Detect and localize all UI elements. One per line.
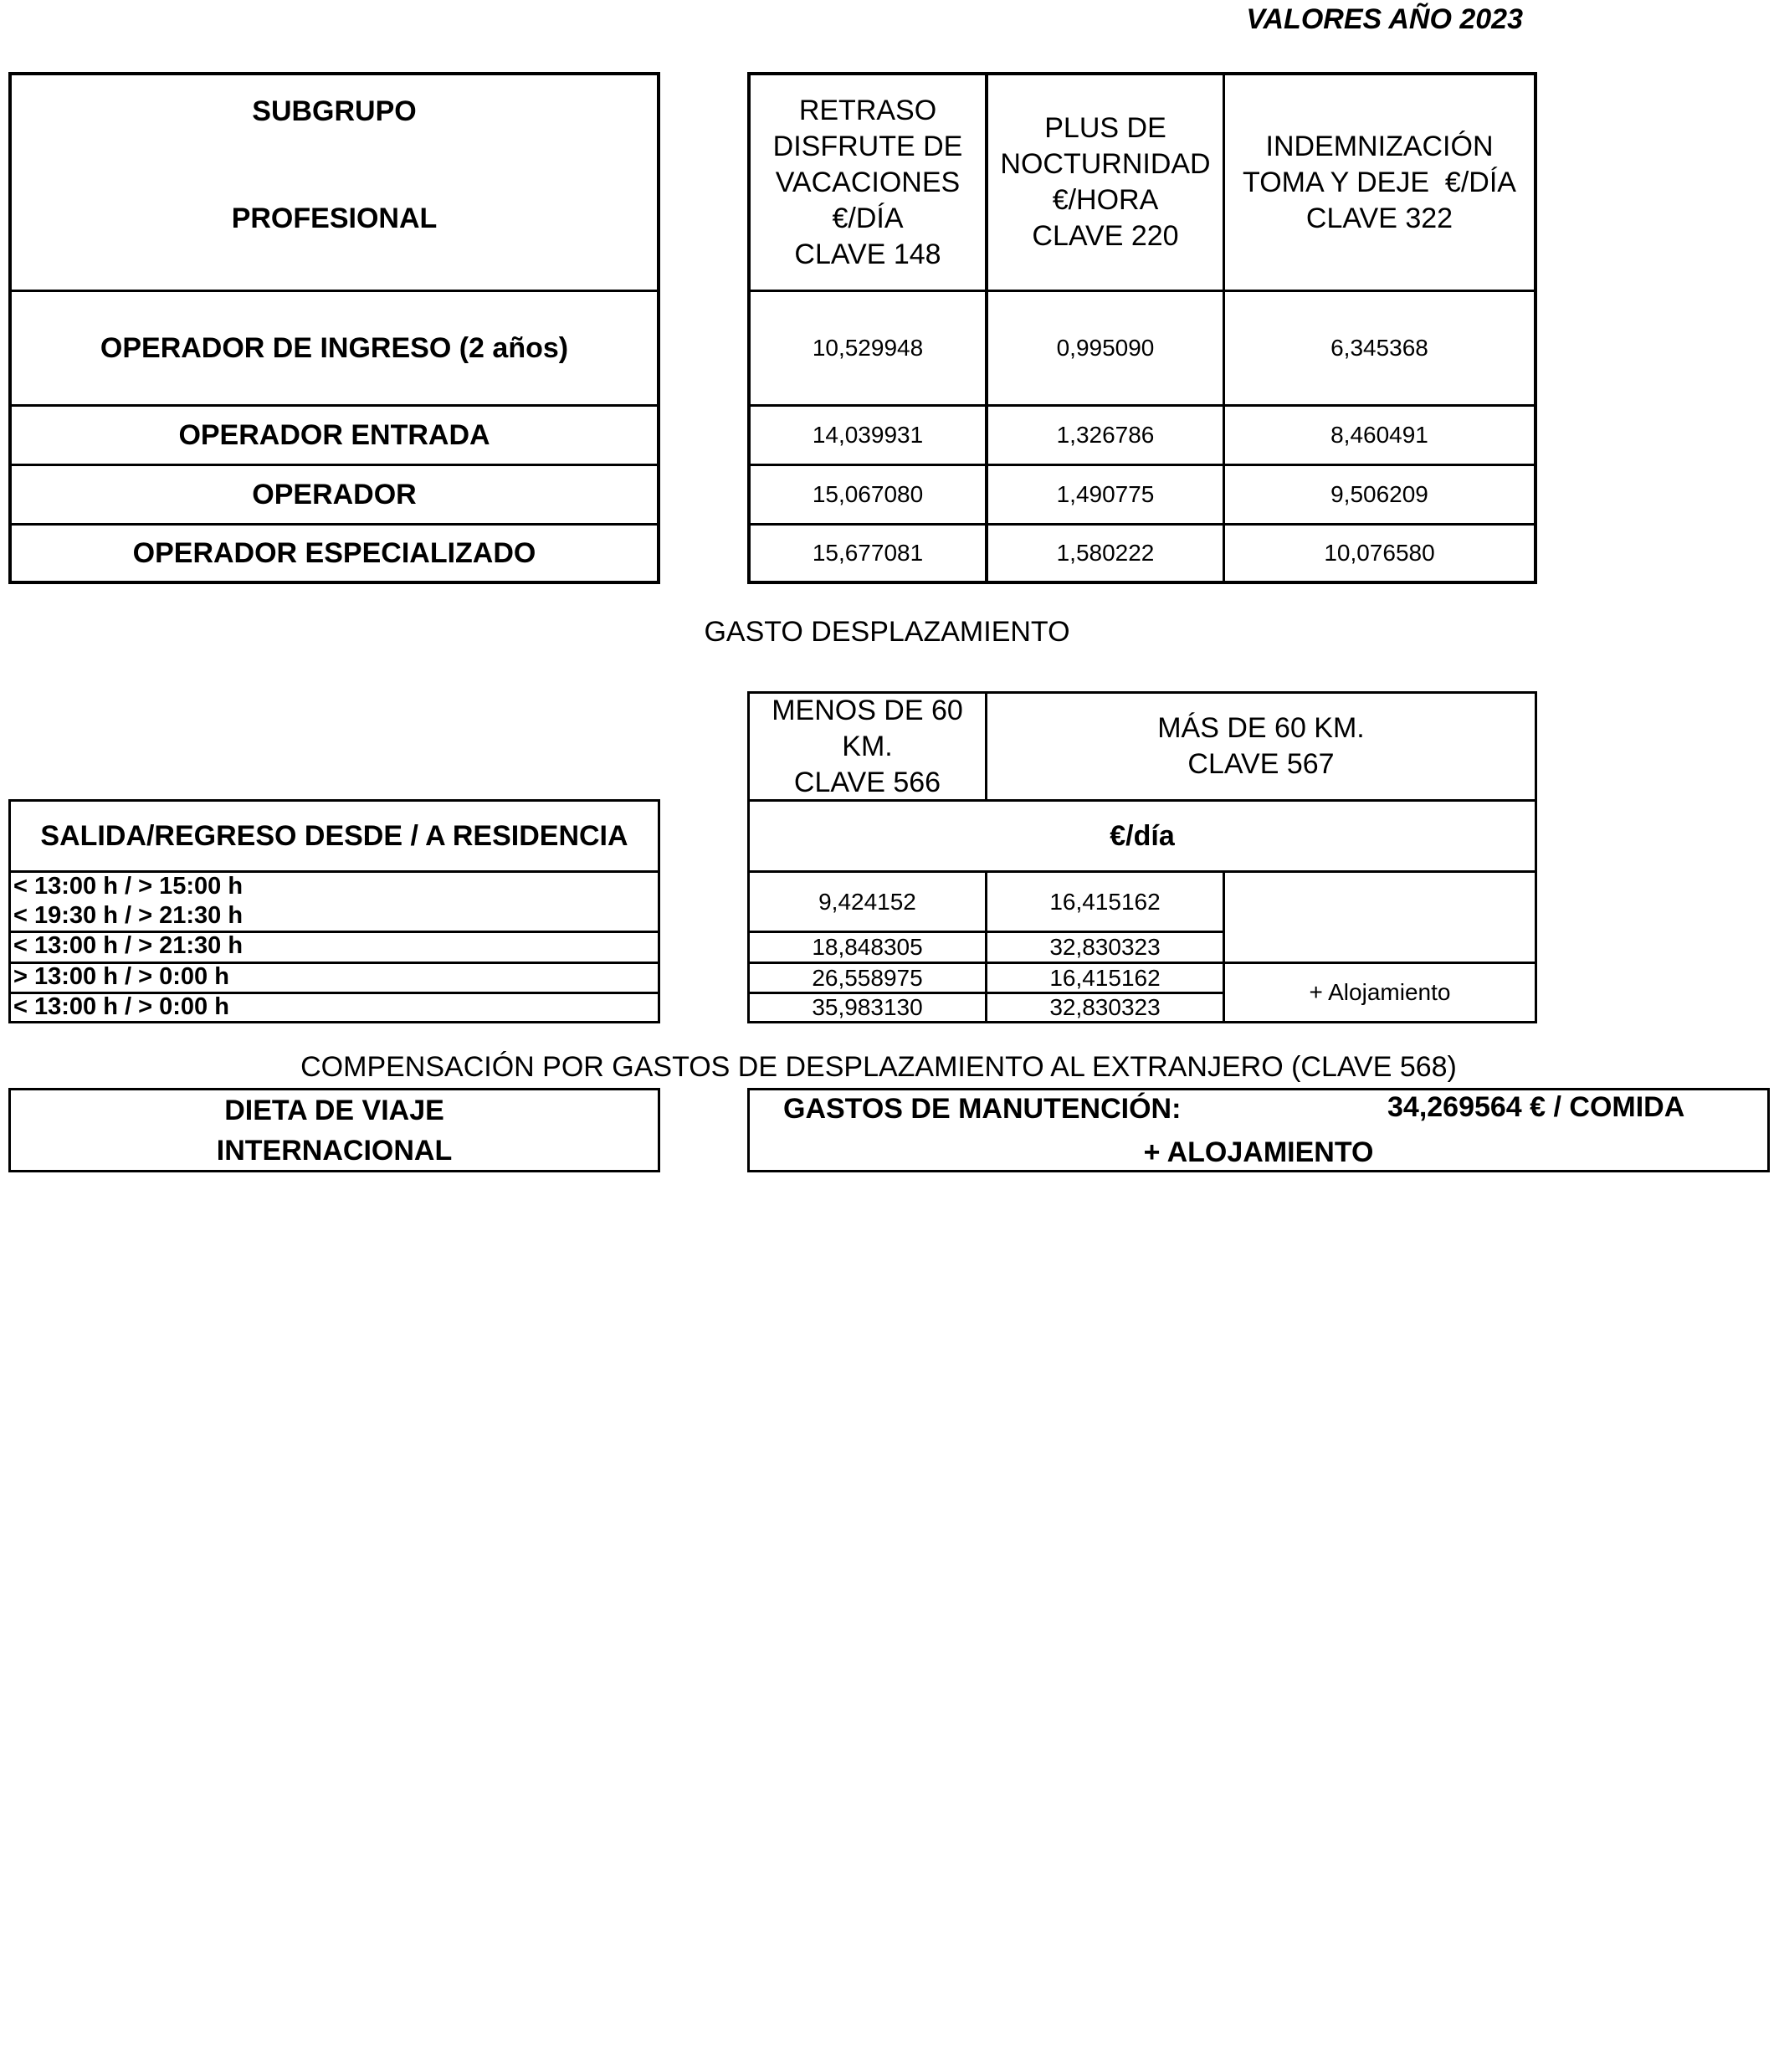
alojamiento-extranjero: + ALOJAMIENTO xyxy=(1143,1136,1374,1168)
value-r1-c2: 0,995090 xyxy=(1056,335,1155,361)
value-r1-c3: 6,345368 xyxy=(1330,335,1428,361)
value-r3-c3: 9,506209 xyxy=(1330,481,1428,507)
unit-label: €/día xyxy=(1110,819,1175,852)
subgroup-header-line-2: PROFESIONAL xyxy=(231,202,438,234)
section-title-gasto-desplazamiento: GASTO DESPLAZAMIENTO xyxy=(704,616,1070,648)
residencia-header: SALIDA/REGRESO DESDE / A RESIDENCIA xyxy=(40,819,628,852)
alojamiento-note: + Alojamiento xyxy=(1309,979,1451,1005)
value-r2-c1: 14,039931 xyxy=(812,422,924,448)
time-range-1b: < 19:30 h / > 21:30 h xyxy=(13,902,244,929)
value-r3-c2: 1,490775 xyxy=(1056,481,1155,507)
value-r4-c2: 1,580222 xyxy=(1056,540,1155,566)
value-r4-c3: 10,076580 xyxy=(1324,540,1435,566)
time-range-3: > 13:00 h / > 0:00 h xyxy=(13,963,229,990)
desp-r1-c1: 9,424152 xyxy=(818,888,916,915)
desp-r4-c2: 32,830323 xyxy=(1049,994,1161,1020)
row-label-operador-entrada: OPERADOR ENTRADA xyxy=(178,418,490,451)
value-r2-c2: 1,326786 xyxy=(1056,422,1155,448)
desp-r2-c2: 32,830323 xyxy=(1049,934,1161,960)
desp-r4-c1: 35,983130 xyxy=(812,994,923,1020)
column-header-menos-60: MENOS DE 60 KM. CLAVE 566 xyxy=(772,694,963,798)
column-header-retraso: RETRASO DISFRUTE DE VACACIONES €/DÍA CLAVE 148 xyxy=(772,94,963,270)
value-r4-c1: 15,677081 xyxy=(812,540,924,566)
value-r1-c1: 10,529948 xyxy=(812,335,924,361)
value-r3-c1: 15,067080 xyxy=(812,481,924,507)
row-label-operador: OPERADOR xyxy=(252,478,417,510)
time-range-2: < 13:00 h / > 21:30 h xyxy=(13,932,244,959)
desp-r3-c2: 16,415162 xyxy=(1049,964,1161,991)
dieta-label: DIETA DE VIAJE INTERNACIONAL xyxy=(216,1094,453,1167)
column-header-nocturnidad: PLUS DE NOCTURNIDAD €/HORA CLAVE 220 xyxy=(1000,112,1211,252)
time-range-4: < 13:00 h / > 0:00 h xyxy=(13,993,229,1020)
subgroup-header-line-1: SUBGRUPO xyxy=(252,95,417,127)
time-range-1a: < 13:00 h / > 15:00 h xyxy=(13,873,244,900)
column-header-indemnizacion: INDEMNIZACIÓN TOMA Y DEJE €/DÍA CLAVE 322 xyxy=(1243,130,1516,234)
section-title-extranjero: COMPENSACIÓN POR GASTOS DE DESPLAZAMIENTO AL EXTRANJERO (CLAVE 568) xyxy=(300,1051,1457,1083)
manutencion-value: 34,269564 € / COMIDA xyxy=(1387,1091,1685,1123)
column-header-mas-60: MÁS DE 60 KM. CLAVE 567 xyxy=(1157,712,1365,780)
desp-r3-c1: 26,558975 xyxy=(812,964,923,991)
desp-r1-c2: 16,415162 xyxy=(1049,888,1161,915)
page-title: VALORES AÑO 2023 xyxy=(1246,3,1523,35)
row-label-operador-ingreso: OPERADOR DE INGRESO (2 años) xyxy=(100,331,569,364)
manutencion-label: GASTOS DE MANUTENCIÓN: xyxy=(783,1093,1182,1125)
row-label-operador-especializado: OPERADOR ESPECIALIZADO xyxy=(132,536,536,569)
value-r2-c3: 8,460491 xyxy=(1330,422,1428,448)
desp-r2-c1: 18,848305 xyxy=(812,934,923,960)
